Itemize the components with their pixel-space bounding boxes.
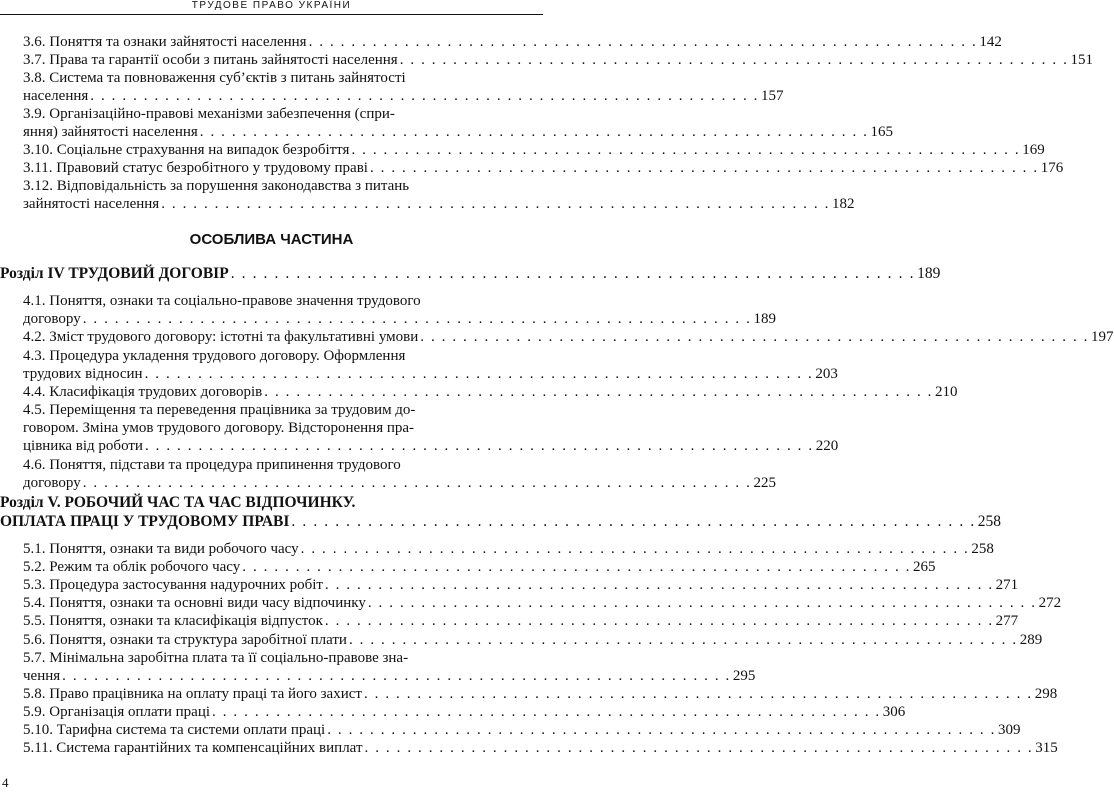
dot-leader: . . . . . . . . . . . . . . . . . . . . . . . . . . . . . . . . . . . . . . . . . . . . . . . . . . . . . . . . . . . . . . . bbox=[367, 595, 1037, 612]
toc-entry-text: трудових відносин bbox=[23, 365, 143, 382]
toc-entry-text: договору bbox=[23, 311, 81, 327]
toc-entry-text: Розділ IV ТРУДОВИЙ ДОГОВІР bbox=[0, 265, 229, 282]
toc-page-number: 298 bbox=[1034, 685, 1058, 702]
dot-leader: . . . . . . . . . . . . . . . . . . . . . . . . . . . . . . . . . . . . . . . . . . . . . . . . . . . . . . . . . . . . . . . bbox=[242, 559, 912, 576]
dot-leader: . . . . . . . . . . . . . . . . . . . . . . . . . . . . . . . . . . . . . . . . . . . . . . . . . . . . . . . . . . . . . . . bbox=[348, 631, 1018, 648]
toc-entry bbox=[23, 159, 1064, 177]
toc-entry-text: 5.10. Тарифна система та системи оплати праці bbox=[23, 722, 326, 738]
toc-entry-text: 5.3. Процедура застосування надурочних робіт bbox=[23, 577, 323, 594]
toc-page-number: 169 bbox=[1022, 142, 1045, 158]
toc-entry-text: 4.2. Зміст трудового договору: істотні та факультативні умови bbox=[23, 329, 419, 346]
toc-entry bbox=[23, 540, 994, 558]
toc-page-number: 197 bbox=[1091, 329, 1114, 346]
dot-leader: . . . . . . . . . . . . . . . . . . . . . . . . . . . . . . . . . . . . . . . . . . . . . . . . . . . . . . . . . . . . . . . bbox=[82, 311, 752, 327]
toc-page-number: 165 bbox=[870, 124, 894, 140]
toc-entry-text: 5.7. Мінімальна заробітна плата та її соціально-правове зна- bbox=[23, 649, 409, 666]
running-head: ТРУДОВЕ ПРАВО УКРАЇНИ bbox=[0, 0, 543, 15]
toc-page-number: 176 bbox=[1040, 160, 1064, 176]
dot-leader: . . . . . . . . . . . . . . . . . . . . . . . . . . . . . . . . . . . . . . . . . . . . . . . . . . . . . . . . . . . . . . . bbox=[369, 160, 1039, 176]
toc-entry-text: 3.10. Соціальне страхування на випадок безробіття bbox=[23, 142, 350, 158]
toc-entry-text: 3.7. Права та гарантії особи з питань зайнятості населення bbox=[23, 52, 398, 68]
dot-leader: . . . . . . . . . . . . . . . . . . . . . . . . . . . . . . . . . . . . . . . . . . . . . . . . . . . . . . . . . . . . . . . bbox=[324, 577, 994, 594]
toc-entry-text: 5.4. Поняття, ознаки та основні види часу відпочинку bbox=[23, 595, 366, 612]
toc-entry bbox=[23, 51, 1093, 69]
toc-entry-text: населення bbox=[23, 88, 89, 104]
toc-entry bbox=[23, 383, 958, 401]
toc-entry bbox=[23, 649, 756, 685]
section-heading bbox=[0, 264, 941, 283]
toc-entry-text: 5.1. Поняття, ознаки та види робочого часу bbox=[23, 541, 299, 557]
dot-leader: . . . . . . . . . . . . . . . . . . . . . . . . . . . . . . . . . . . . . . . . . . . . . . . . . . . . . . . . . . . . . . . bbox=[199, 124, 869, 140]
toc-entry bbox=[23, 739, 1058, 757]
toc-page-number: 210 bbox=[935, 384, 958, 400]
toc-entry bbox=[23, 347, 838, 383]
dot-leader: . . . . . . . . . . . . . . . . . . . . . . . . . . . . . . . . . . . . . . . . . . . . . . . . . . . . . . . . . . . . . . . bbox=[144, 438, 814, 455]
toc-entry-text: говором. Зміна умов трудового договору. Відсторонення пра- bbox=[23, 420, 415, 437]
toc-entry bbox=[23, 292, 776, 328]
dot-leader: . . . . . . . . . . . . . . . . . . . . . . . . . . . . . . . . . . . . . . . . . . . . . . . . . . . . . . . . . . . . . . . bbox=[62, 667, 731, 684]
toc-entry-text: договору bbox=[23, 474, 81, 491]
toc-entry-text: 4.5. Переміщення та переведення працівника за трудовим до- bbox=[23, 402, 416, 419]
toc-page-number: 203 bbox=[815, 365, 838, 382]
toc-page-number: 142 bbox=[979, 34, 1002, 50]
toc-entry-text: яння) зайнятості населення bbox=[23, 124, 198, 140]
dot-leader: . . . . . . . . . . . . . . . . . . . . . . . . . . . . . . . . . . . . . . . . . . . . . . . . . . . . . . . . . . . . . . . bbox=[351, 142, 1021, 158]
toc-entry bbox=[23, 177, 855, 213]
dot-leader: . . . . . . . . . . . . . . . . . . . . . . . . . . . . . . . . . . . . . . . . . . . . . . . . . . . . . . . . . . . . . . . bbox=[230, 265, 916, 282]
toc-entry bbox=[23, 33, 1002, 51]
toc-entry-text: цівника від роботи bbox=[23, 438, 143, 455]
dot-leader: . . . . . . . . . . . . . . . . . . . . . . . . . . . . . . . . . . . . . . . . . . . . . . . . . . . . . . . . . . . . . . . bbox=[144, 365, 814, 382]
toc-page-number: 151 bbox=[1070, 52, 1093, 68]
dot-leader: . . . . . . . . . . . . . . . . . . . . . . . . . . . . . . . . . . . . . . . . . . . . . . . . . . . . . . . . . . . . . . . bbox=[90, 88, 760, 104]
toc-page-number: 189 bbox=[917, 265, 941, 282]
toc-entry-text: 4.4. Класифікація трудових договорів bbox=[23, 384, 263, 400]
toc-entry-text: Розділ V. РОБОЧИЙ ЧАС ТА ЧАС ВІДПОЧИНКУ. bbox=[0, 494, 356, 511]
toc-page-number: 258 bbox=[977, 513, 1002, 530]
toc-entry bbox=[23, 685, 1058, 703]
dot-leader: . . . . . . . . . . . . . . . . . . . . . . . . . . . . . . . . . . . . . . . . . . . . . . . . . . . . . . . . . . . . . . . bbox=[364, 740, 1034, 757]
toc-entry bbox=[23, 141, 1045, 159]
part-title: ОСОБЛИВА ЧАСТИНА bbox=[189, 231, 354, 248]
toc-page-number: 220 bbox=[815, 438, 839, 455]
toc-page-number: 315 bbox=[1035, 740, 1058, 757]
toc-entry-text: 5.6. Поняття, ознаки та структура заробітної плати bbox=[23, 631, 347, 648]
toc-entry bbox=[23, 594, 1062, 612]
dot-leader: . . . . . . . . . . . . . . . . . . . . . . . . . . . . . . . . . . . . . . . . . . . . . . . . . . . . . . . . . . . . . . . bbox=[212, 703, 881, 720]
dot-leader: . . . . . . . . . . . . . . . . . . . . . . . . . . . . . . . . . . . . . . . . . . . . . . . . . . . . . . . . . . . . . . . bbox=[291, 513, 976, 530]
section-heading bbox=[0, 493, 1002, 531]
page-number: 4 bbox=[2, 775, 9, 790]
toc-page-number: 271 bbox=[995, 577, 1019, 594]
toc-entry bbox=[23, 612, 1019, 630]
toc-entry bbox=[23, 69, 784, 105]
toc-page-number: 272 bbox=[1038, 595, 1062, 612]
toc-entry-text: зайнятості населення bbox=[23, 196, 160, 212]
toc-page-number: 306 bbox=[882, 703, 906, 720]
toc-entry bbox=[23, 631, 1043, 649]
toc-entry bbox=[23, 105, 894, 141]
toc-page-number: 277 bbox=[995, 613, 1019, 630]
toc-entry-text: 4.1. Поняття, ознаки та соціально-правове значення трудового bbox=[23, 293, 421, 309]
toc-entry-text: 3.12. Відповідальність за порушення законодавства з питань bbox=[23, 178, 410, 194]
toc-entry-text: 3.6. Поняття та ознаки зайнятості населення bbox=[23, 34, 307, 50]
dot-leader: . . . . . . . . . . . . . . . . . . . . . . . . . . . . . . . . . . . . . . . . . . . . . . . . . . . . . . . . . . . . . . . bbox=[308, 34, 978, 50]
toc-page-number: 289 bbox=[1019, 631, 1043, 648]
toc-page-number: 225 bbox=[753, 474, 776, 491]
toc-entry bbox=[23, 456, 776, 492]
toc-entry-text: 5.2. Режим та облік робочого часу bbox=[23, 559, 241, 576]
toc-page-number: 182 bbox=[831, 196, 855, 212]
toc-entry-text: 5.9. Організація оплати праці bbox=[23, 703, 211, 720]
dot-leader: . . . . . . . . . . . . . . . . . . . . . . . . . . . . . . . . . . . . . . . . . . . . . . . . . . . . . . . . . . . . . . . bbox=[82, 474, 752, 491]
dot-leader: . . . . . . . . . . . . . . . . . . . . . . . . . . . . . . . . . . . . . . . . . . . . . . . . . . . . . . . . . . . . . . . bbox=[161, 196, 830, 212]
toc-entry-text: 3.11. Правовий статус безробітного у трудовому праві bbox=[23, 160, 368, 176]
toc-page-number: 189 bbox=[753, 311, 776, 327]
toc-page-number: 258 bbox=[971, 541, 994, 557]
toc-page-number: 157 bbox=[761, 88, 784, 104]
toc-page-number: 309 bbox=[997, 722, 1021, 738]
dot-leader: . . . . . . . . . . . . . . . . . . . . . . . . . . . . . . . . . . . . . . . . . . . . . . . . . . . . . . . . . . . . . . . bbox=[399, 52, 1069, 68]
toc-page-number: 295 bbox=[732, 667, 756, 684]
toc-entry-text: 4.6. Поняття, підстави та процедура припинення трудового bbox=[23, 456, 401, 473]
dot-leader: . . . . . . . . . . . . . . . . . . . . . . . . . . . . . . . . . . . . . . . . . . . . . . . . . . . . . . . . . . . . . . . bbox=[300, 541, 970, 557]
toc-entry-text: 5.5. Поняття, ознаки та класифікація відпусток bbox=[23, 613, 323, 630]
dot-leader: . . . . . . . . . . . . . . . . . . . . . . . . . . . . . . . . . . . . . . . . . . . . . . . . . . . . . . . . . . . . . . . bbox=[420, 329, 1089, 346]
toc-entry-text: 4.3. Процедура укладення трудового договору. Оформлення bbox=[23, 347, 406, 364]
dot-leader: . . . . . . . . . . . . . . . . . . . . . . . . . . . . . . . . . . . . . . . . . . . . . . . . . . . . . . . . . . . . . . . bbox=[363, 685, 1033, 702]
toc-entry bbox=[23, 558, 936, 576]
dot-leader: . . . . . . . . . . . . . . . . . . . . . . . . . . . . . . . . . . . . . . . . . . . . . . . . . . . . . . . . . . . . . . . bbox=[327, 722, 996, 738]
toc-entry-text: ОПЛАТА ПРАЦІ У ТРУДОВОМУ ПРАВІ bbox=[0, 513, 290, 530]
dot-leader: . . . . . . . . . . . . . . . . . . . . . . . . . . . . . . . . . . . . . . . . . . . . . . . . . . . . . . . . . . . . . . . bbox=[264, 384, 934, 400]
toc-entry bbox=[23, 576, 1019, 594]
toc-page-number: 265 bbox=[913, 559, 936, 576]
toc-entry bbox=[23, 401, 839, 455]
toc-entry bbox=[23, 703, 906, 721]
toc-entry-text: 3.9. Організаційно-правові механізми забезпечення (спри- bbox=[23, 106, 395, 122]
toc-entry-text: 5.11. Система гарантійних та компенсаційних виплат bbox=[23, 740, 363, 757]
dot-leader: . . . . . . . . . . . . . . . . . . . . . . . . . . . . . . . . . . . . . . . . . . . . . . . . . . . . . . . . . . . . . . . bbox=[324, 613, 994, 630]
toc-entry-text: 5.8. Право працівника на оплату праці та його захист bbox=[23, 685, 362, 702]
toc-entry-text: чення bbox=[23, 667, 61, 684]
toc-entry bbox=[23, 721, 1021, 739]
toc-entry bbox=[23, 328, 1114, 346]
toc-entry-text: 3.8. Система та повноваження суб’єктів з питань зайнятості bbox=[23, 70, 406, 86]
